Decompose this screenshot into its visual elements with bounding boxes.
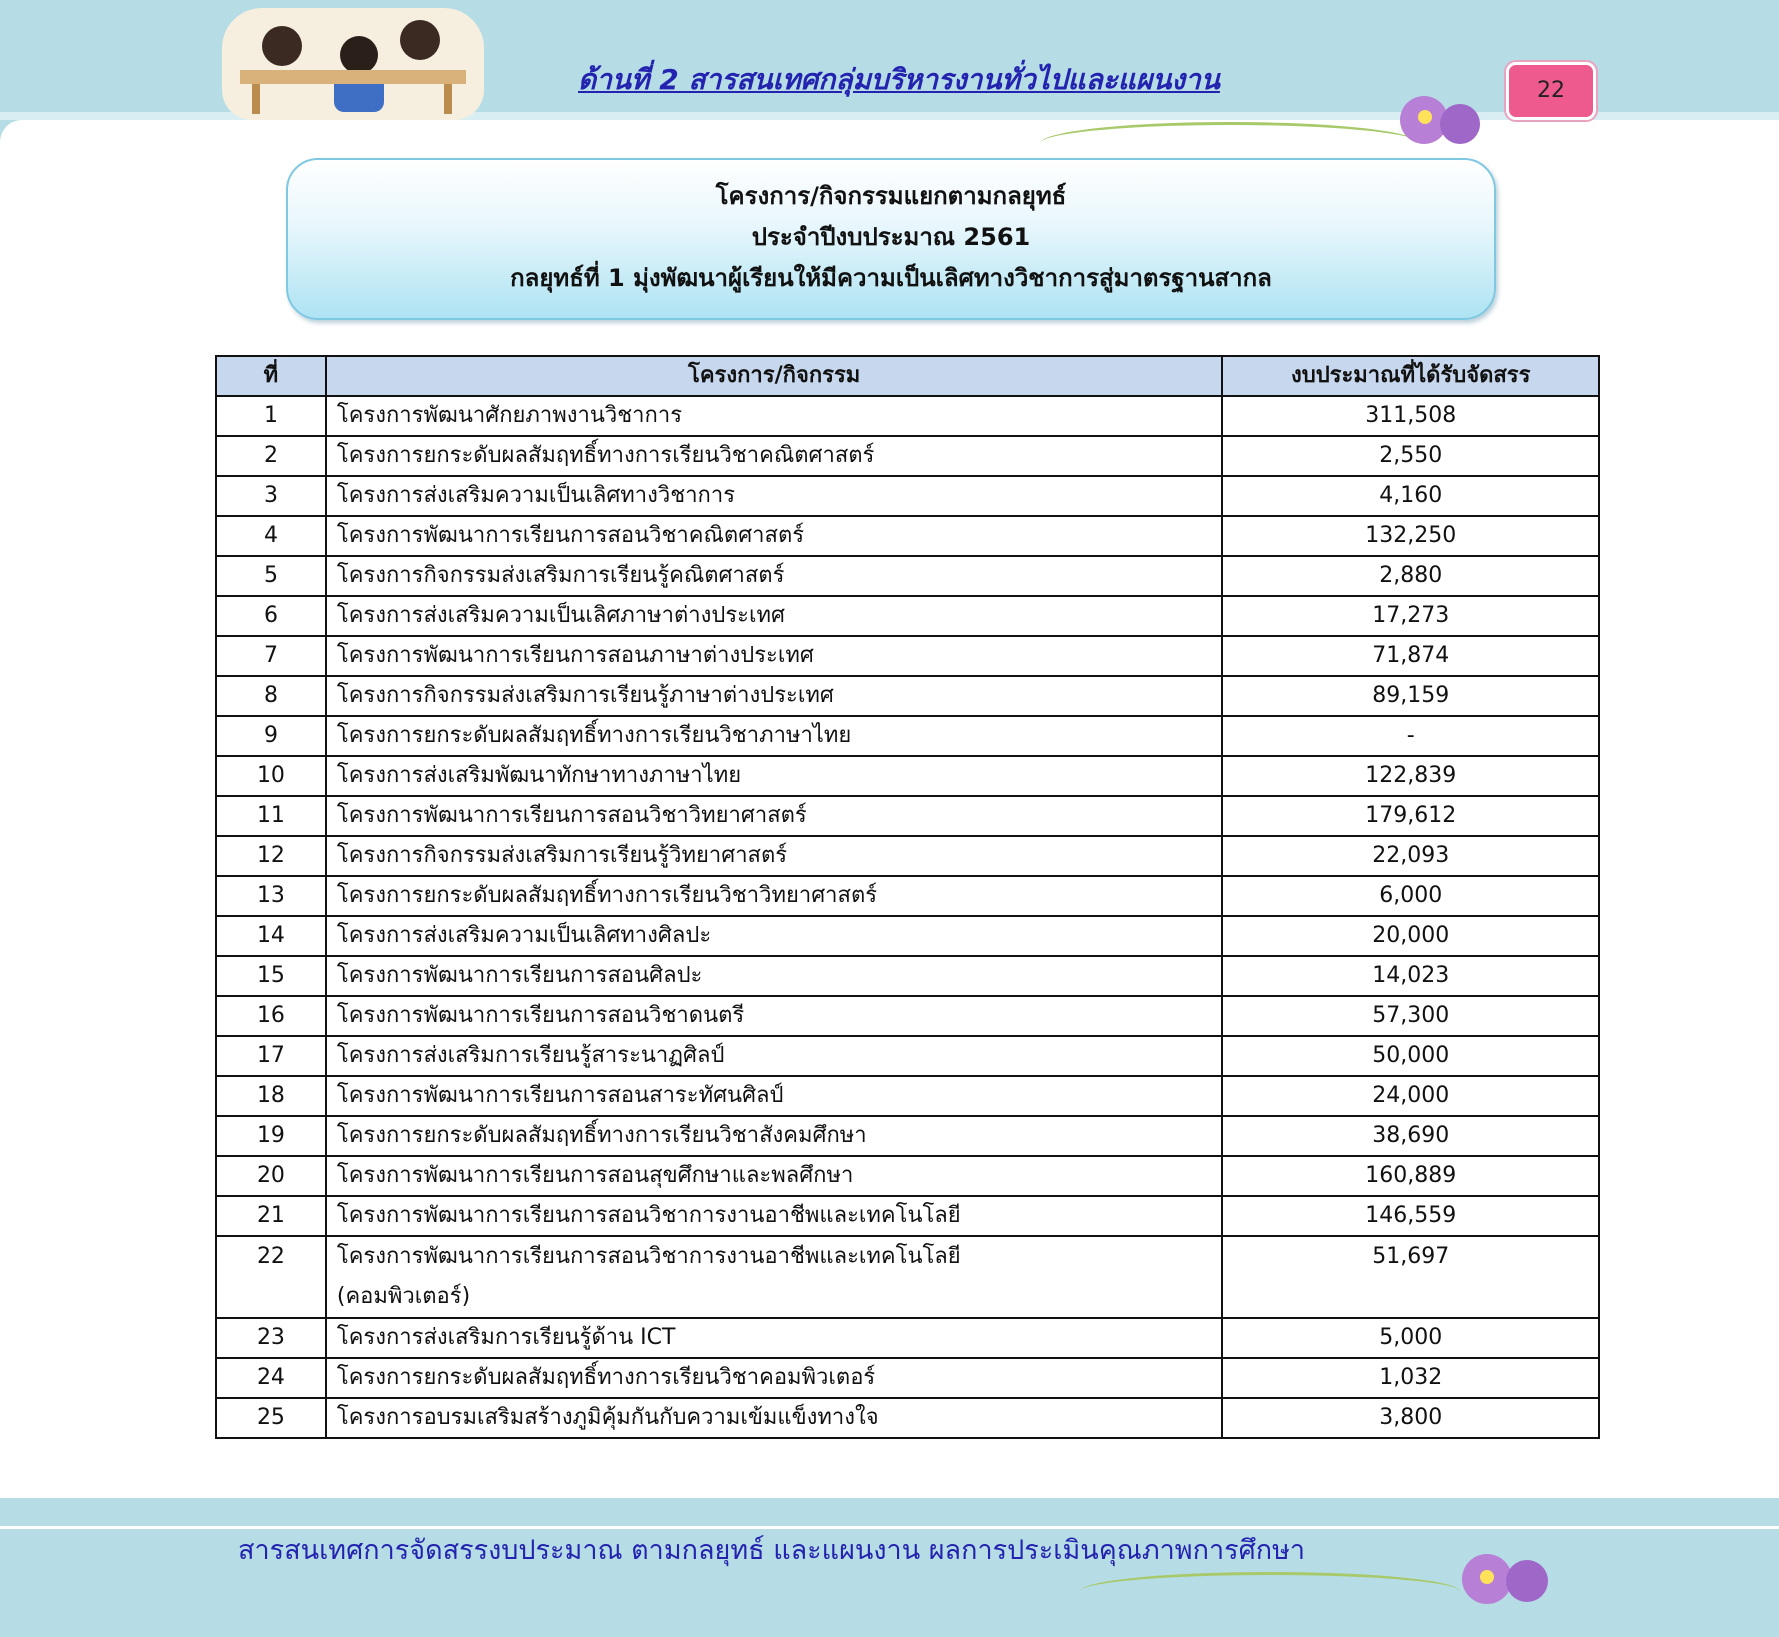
project-name: โครงการยกระดับผลสัมฤทธิ์ทางการเรียนวิชาวิทยาศาสตร์ — [326, 876, 1223, 916]
table-row — [216, 476, 1599, 516]
project-name: โครงการส่งเสริมความเป็นเลิศภาษาต่างประเทศ — [326, 596, 1223, 636]
student-head-icon — [340, 36, 378, 74]
table-row — [216, 756, 1599, 796]
title-box — [286, 158, 1496, 320]
project-name: โครงการยกระดับผลสัมฤทธิ์ทางการเรียนวิชาสังคมศึกษา — [326, 1116, 1223, 1156]
row-number: 5 — [216, 556, 326, 596]
budget-amount: 51,697 — [1222, 1236, 1599, 1318]
budget-table — [215, 355, 1600, 1439]
budget-amount: 132,250 — [1222, 516, 1599, 556]
row-number: 15 — [216, 956, 326, 996]
budget-amount: 122,839 — [1222, 756, 1599, 796]
project-name: โครงการพัฒนาการเรียนการสอนวิชาคณิตศาสตร์ — [326, 516, 1223, 556]
table-row — [216, 836, 1599, 876]
flower-icon — [1440, 104, 1480, 144]
table-row — [216, 396, 1599, 436]
budget-amount: 38,690 — [1222, 1116, 1599, 1156]
budget-amount: 2,880 — [1222, 556, 1599, 596]
page-number-badge: 22 — [1506, 62, 1596, 120]
project-name-line-2: (คอมพิวเตอร์) — [336, 1284, 471, 1309]
row-number: 9 — [216, 716, 326, 756]
budget-amount: - — [1222, 716, 1599, 756]
table-row — [216, 676, 1599, 716]
project-name: โครงการพัฒนาการเรียนการสอนสาระทัศนศิลป์ — [326, 1076, 1223, 1116]
row-number: 22 — [216, 1236, 326, 1318]
table-row — [216, 1318, 1599, 1358]
desk-icon — [240, 70, 466, 84]
row-number: 21 — [216, 1196, 326, 1236]
row-number: 10 — [216, 756, 326, 796]
project-name: โครงการอบรมเสริมสร้างภูมิคุ้มกันกับความเข้มแข็งทางใจ — [326, 1398, 1223, 1438]
table-row — [216, 796, 1599, 836]
budget-amount: 24,000 — [1222, 1076, 1599, 1116]
budget-amount: 14,023 — [1222, 956, 1599, 996]
column-header-project: โครงการ/กิจกรรม — [326, 356, 1223, 396]
row-number: 16 — [216, 996, 326, 1036]
row-number: 8 — [216, 676, 326, 716]
table-row — [216, 996, 1599, 1036]
row-number: 2 — [216, 436, 326, 476]
project-name: โครงการยกระดับผลสัมฤทธิ์ทางการเรียนวิชาคอมพิวเตอร์ — [326, 1358, 1223, 1398]
project-name: โครงการส่งเสริมการเรียนรู้ด้าน ICT — [326, 1318, 1223, 1358]
table-row — [216, 1036, 1599, 1076]
budget-amount: 1,032 — [1222, 1358, 1599, 1398]
project-name: โครงการพัฒนาการเรียนการสอนสุขศึกษาและพลศึกษา — [326, 1156, 1223, 1196]
project-name: โครงการพัฒนาศักยภาพงานวิชาการ — [326, 396, 1223, 436]
budget-amount: 6,000 — [1222, 876, 1599, 916]
table-row — [216, 1156, 1599, 1196]
title-line-2: ประจำปีงบประมาณ 2561 — [751, 223, 1031, 251]
table-row — [216, 956, 1599, 996]
project-name: โครงการยกระดับผลสัมฤทธิ์ทางการเรียนวิชาคณิตศาสตร์ — [326, 436, 1223, 476]
column-header-budget: งบประมาณที่ได้รับจัดสรร — [1222, 356, 1599, 396]
flower-icon — [1506, 1560, 1548, 1602]
row-number: 17 — [216, 1036, 326, 1076]
row-number: 11 — [216, 796, 326, 836]
budget-amount: 57,300 — [1222, 996, 1599, 1036]
budget-amount: 89,159 — [1222, 676, 1599, 716]
budget-amount: 146,559 — [1222, 1196, 1599, 1236]
table-row — [216, 516, 1599, 556]
project-name: โครงการส่งเสริมพัฒนาทักษาทางภาษาไทย — [326, 756, 1223, 796]
project-name: โครงการยกระดับผลสัมฤทธิ์ทางการเรียนวิชาภาษาไทย — [326, 716, 1223, 756]
row-number: 19 — [216, 1116, 326, 1156]
vine-decoration — [1080, 1572, 1460, 1611]
table-row — [216, 916, 1599, 956]
project-name: โครงการส่งเสริมการเรียนรู้สาระนาฏศิลป์ — [326, 1036, 1223, 1076]
footer-text: สารสนเทศการจัดสรรงบประมาณ ตามกลยุทธ์ และแผนงาน ผลการประเมินคุณภาพการศึกษา — [238, 1535, 1306, 1566]
project-name: โครงการพัฒนาการเรียนการสอนวิชาวิทยาศาสตร์ — [326, 796, 1223, 836]
project-name: โครงการพัฒนาการเรียนการสอนวิชาดนตรี — [326, 996, 1223, 1036]
table-row — [216, 556, 1599, 596]
budget-amount: 17,273 — [1222, 596, 1599, 636]
table-row — [216, 1196, 1599, 1236]
project-name: โครงการส่งเสริมความเป็นเลิศทางวิชาการ — [326, 476, 1223, 516]
project-name: โครงการพัฒนาการเรียนการสอนวิชาการงานอาชีพและเทคโนโลยี — [326, 1196, 1223, 1236]
row-number: 6 — [216, 596, 326, 636]
title-line-3: กลยุทธ์ที่ 1 มุ่งพัฒนาผู้เรียนให้มีความเป็นเลิศทางวิชาการสู่มาตรฐานสากล — [510, 264, 1272, 292]
table-row — [216, 596, 1599, 636]
budget-amount: 2,550 — [1222, 436, 1599, 476]
budget-amount: 179,612 — [1222, 796, 1599, 836]
row-number: 13 — [216, 876, 326, 916]
row-number: 14 — [216, 916, 326, 956]
row-number: 20 — [216, 1156, 326, 1196]
row-number: 25 — [216, 1398, 326, 1438]
budget-amount: 20,000 — [1222, 916, 1599, 956]
budget-amount: 22,093 — [1222, 836, 1599, 876]
row-number: 4 — [216, 516, 326, 556]
row-number: 18 — [216, 1076, 326, 1116]
table-row — [216, 436, 1599, 476]
project-name: โครงการกิจกรรมส่งเสริมการเรียนรู้คณิตศาสตร์ — [326, 556, 1223, 596]
project-name-line-1: โครงการพัฒนาการเรียนการสอนวิชาการงานอาชีพและเทคโนโลยี — [336, 1244, 961, 1269]
budget-amount: 3,800 — [1222, 1398, 1599, 1438]
table-row — [216, 1116, 1599, 1156]
students-illustration — [222, 8, 484, 120]
row-number: 3 — [216, 476, 326, 516]
header-title: ด้านที่ 2 สารสนเทศกลุ่มบริหารงานทั่วไปและแผนงาน — [578, 63, 1220, 96]
desk-leg-icon — [252, 84, 260, 114]
budget-amount: 160,889 — [1222, 1156, 1599, 1196]
table-row — [216, 636, 1599, 676]
project-name: โครงการกิจกรรมส่งเสริมการเรียนรู้ภาษาต่างประเทศ — [326, 676, 1223, 716]
flower-center-icon — [1418, 110, 1432, 124]
table-row — [216, 716, 1599, 756]
table-header-row — [216, 356, 1599, 396]
project-name: โครงการส่งเสริมความเป็นเลิศทางศิลปะ — [326, 916, 1223, 956]
column-header-no: ที่ — [216, 356, 326, 396]
table-row — [216, 1076, 1599, 1116]
project-name: โครงการกิจกรรมส่งเสริมการเรียนรู้วิทยาศาสตร์ — [326, 836, 1223, 876]
budget-amount: 5,000 — [1222, 1318, 1599, 1358]
header-wave — [0, 120, 1779, 142]
flower-center-icon — [1480, 1570, 1494, 1584]
budget-amount: 4,160 — [1222, 476, 1599, 516]
project-name: โครงการพัฒนาการเรียนการสอนศิลปะ — [326, 956, 1223, 996]
row-number: 1 — [216, 396, 326, 436]
table-row — [216, 876, 1599, 916]
budget-amount: 311,508 — [1222, 396, 1599, 436]
budget-amount: 71,874 — [1222, 636, 1599, 676]
row-number: 23 — [216, 1318, 326, 1358]
project-name: โครงการพัฒนาการเรียนการสอนภาษาต่างประเทศ — [326, 636, 1223, 676]
budget-amount: 50,000 — [1222, 1036, 1599, 1076]
table-row — [216, 1398, 1599, 1438]
table-row — [216, 1236, 1599, 1318]
title-line-1: โครงการ/กิจกรรมแยกตามกลยุทธ์ — [715, 182, 1067, 210]
desk-leg-icon — [444, 84, 452, 114]
student-head-icon — [400, 20, 440, 60]
row-number: 7 — [216, 636, 326, 676]
row-number: 12 — [216, 836, 326, 876]
project-name — [326, 1236, 1223, 1318]
row-number: 24 — [216, 1358, 326, 1398]
table-row — [216, 1358, 1599, 1398]
student-head-icon — [262, 26, 302, 66]
